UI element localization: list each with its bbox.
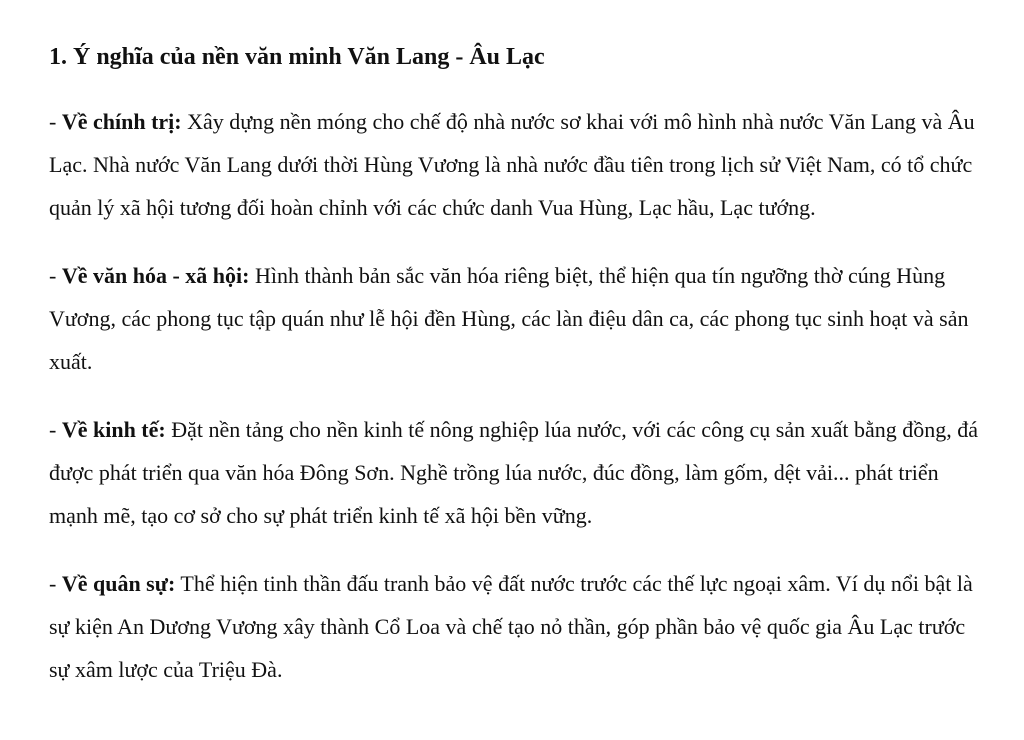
- paragraph-label: Về kinh tế:: [61, 417, 166, 442]
- paragraph-dash: -: [49, 263, 62, 288]
- paragraph-dash: -: [49, 109, 62, 134]
- paragraph-dash: -: [49, 417, 62, 442]
- paragraph-economy: [49, 408, 984, 537]
- paragraph-label: Về văn hóa - xã hội:: [61, 263, 250, 288]
- paragraph-text: Đặt nền tảng cho nền kinh tế nông nghiệp lúa nước, với các công cụ sản xuất bằng đồng, đá được phát triển qua văn hóa Đông Sơn. Nghề trồng lúa nước, đúc đồng, làm gốm, dệt vải... phát triển mạnh mẽ, tạo cơ sở cho sự phát triển kinh tế xã hội bền vững.: [49, 417, 979, 528]
- section-heading: 1. Ý nghĩa của nền văn minh Văn Lang - Âu Lạc: [49, 44, 545, 70]
- document-body: [49, 36, 984, 691]
- paragraph-military: [49, 562, 984, 691]
- paragraph-politics: [49, 100, 984, 229]
- paragraph-dash: -: [49, 571, 62, 596]
- paragraph-text: Hình thành bản sắc văn hóa riêng biệt, thể hiện qua tín ngưỡng thờ cúng Hùng Vương, các phong tục tập quán như lễ hội đền Hùng, các làn điệu dân ca, các phong tục sinh hoạt và sản xuất.: [49, 263, 969, 374]
- paragraph-text: Xây dựng nền móng cho chế độ nhà nước sơ khai với mô hình nhà nước Văn Lang và Âu Lạc. Nhà nước Văn Lang dưới thời Hùng Vương là nhà nước đầu tiên trong lịch sử Việt Nam, có tổ chức quản lý xã hội tương đối hoàn chỉnh với các chức danh Vua Hùng, Lạc hầu, Lạc tướng.: [49, 109, 975, 220]
- paragraph-label: Về quân sự:: [61, 571, 176, 596]
- paragraph-text: Thể hiện tinh thần đấu tranh bảo vệ đất nước trước các thế lực ngoại xâm. Ví dụ nổi bật là sự kiện An Dương Vương xây thành Cổ Loa và chế tạo nỏ thần, góp phần bảo vệ quốc gia Âu Lạc trước sự xâm lược của Triệu Đà.: [49, 571, 973, 682]
- paragraph-label: Về chính trị:: [61, 109, 182, 134]
- paragraph-culture-society: [49, 254, 984, 383]
